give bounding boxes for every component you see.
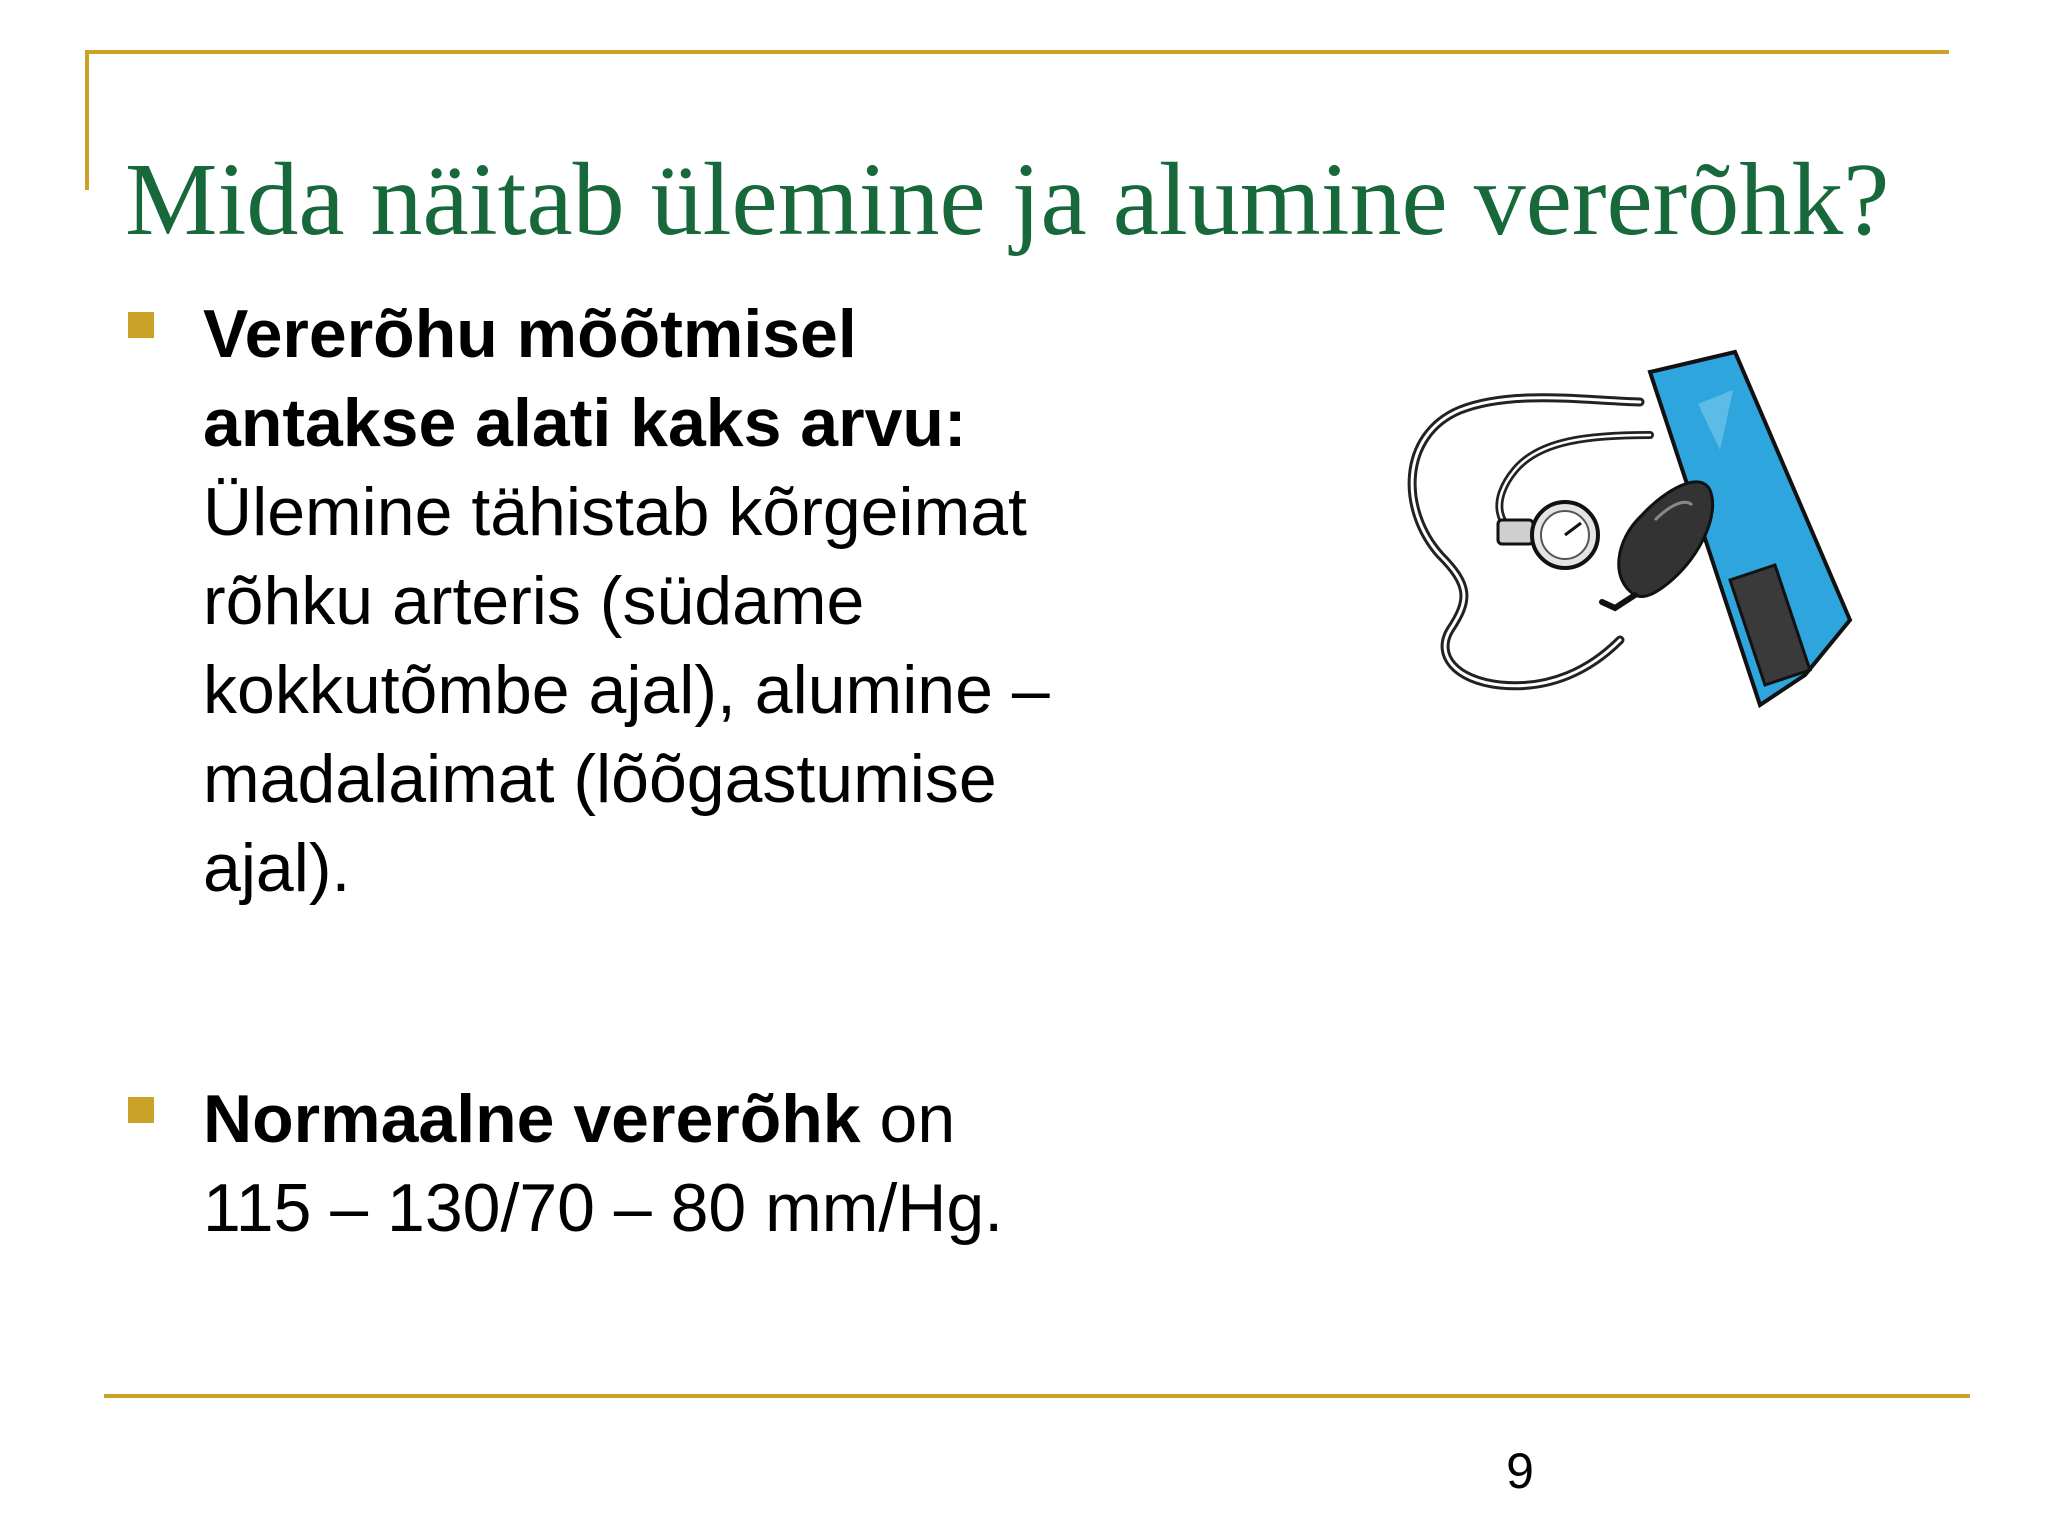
bullet-phrase: on xyxy=(860,1081,956,1157)
bullet-bold-line: Vererõhu mõõtmisel xyxy=(203,296,857,372)
bullet-item xyxy=(128,290,1128,913)
bulb-valve xyxy=(1602,595,1635,608)
bullet-text xyxy=(203,290,1128,913)
bullet-bold-phrase: Normaalne vererõhk xyxy=(203,1081,861,1157)
bullet-bold-line: antakse alati kaks arvu: xyxy=(203,385,967,461)
blood-pressure-cuff-icon xyxy=(1380,340,1900,720)
bullet-line: kokkutõmbe ajal), alumine – xyxy=(203,652,1050,728)
bullet-line: ajal). xyxy=(203,830,351,906)
slide-title: Mida näitab ülemine ja alumine vererõhk? xyxy=(125,142,1890,257)
bullet-square-icon xyxy=(128,1097,154,1123)
bullet-item xyxy=(128,1075,1128,1253)
frame-left-line xyxy=(85,50,89,190)
bullet-text xyxy=(203,1075,1128,1253)
page-number: 9 xyxy=(1506,1443,1534,1499)
bullet-line: rõhku arteris (südame xyxy=(203,563,865,639)
gauge-stem xyxy=(1498,520,1533,544)
pump-bulb xyxy=(1619,482,1713,597)
bullet-line: madalaimat (lõõgastumise xyxy=(203,741,997,817)
bullet-line: Ülemine tähistab kõrgeimat xyxy=(203,474,1027,550)
bullet-square-icon xyxy=(128,312,154,338)
frame-bottom-line xyxy=(104,1394,1970,1398)
frame-top-line xyxy=(85,50,1949,54)
bullet-line: 115 – 130/70 – 80 mm/Hg. xyxy=(203,1170,1004,1246)
bullet-line xyxy=(203,1075,1128,1164)
